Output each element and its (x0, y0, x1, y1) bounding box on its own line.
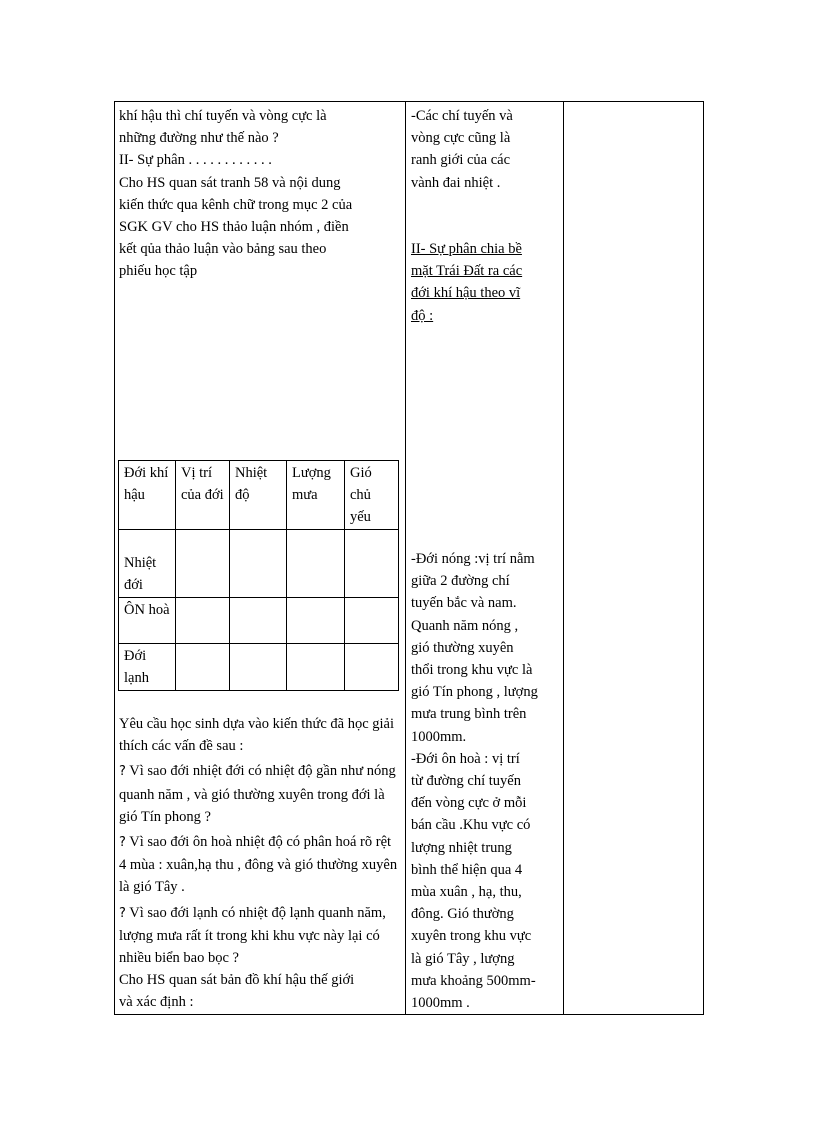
header-cell-zone: Đới khí hậu (119, 461, 176, 530)
content-line: xuyên trong khu vực (411, 928, 532, 945)
content-line: tuyến bắc và nam. (411, 595, 517, 612)
row-label: Nhiệt đới (119, 530, 176, 598)
question-text: Vì sao đới lạnh có nhiệt độ lạnh quanh năm, lượng mưa rất ít trong khi khu vực này lại có nhiều biển bao bọc ? (119, 904, 386, 967)
content-line: bình thể hiện qua 4 (411, 861, 523, 878)
climate-zones-content (411, 548, 561, 1014)
column-divider-1 (405, 101, 406, 1015)
table-cell (287, 530, 345, 598)
content-line: lượng nhiệt trung (411, 839, 512, 856)
table-cell (287, 644, 345, 691)
table-cell (345, 598, 399, 644)
closing-line: và xác định : (119, 994, 194, 1011)
question-bullet-icon: ? (119, 835, 126, 851)
worksheet-table (118, 460, 399, 691)
content-line: Quanh năm nóng , (411, 617, 519, 634)
heading-line: mặt Trái Đất ra các (411, 263, 523, 280)
intro-line: phiếu học tập (119, 263, 198, 280)
intro-line: những đường như thế nào ? (119, 130, 279, 147)
table-cell (230, 530, 287, 598)
table-cell (230, 598, 287, 644)
content-line: gió Tín phong , lượng (411, 684, 538, 701)
content-line: thổi trong khu vực là (411, 662, 533, 679)
table-header-row (119, 461, 399, 530)
table-row (119, 644, 399, 691)
intro-line: SGK GV cho HS thảo luận nhóm , điền (119, 219, 349, 236)
intro-line: II- Sự phân . . . . . . . . . . . . (119, 152, 272, 169)
table-row (119, 598, 399, 644)
content-line: từ đường chí tuyến (411, 773, 521, 790)
content-line: bán cầu .Khu vực có (411, 817, 531, 834)
question-item (119, 760, 401, 828)
content-line: mùa xuân , hạ, thu, (411, 884, 522, 901)
header-cell-wind: Gió chủ yếu (345, 461, 399, 530)
table-row (119, 530, 399, 598)
discussion-section (119, 713, 401, 1014)
column-divider-2 (563, 101, 564, 1015)
content-line: giữa 2 đường chí (411, 573, 510, 590)
row-label: Đới lạnh (119, 644, 176, 691)
content-line: mưa khoảng 500mm- (411, 972, 536, 989)
question-bullet-icon: ? (119, 905, 126, 921)
table-cell (345, 644, 399, 691)
table-cell (345, 530, 399, 598)
intro-line: khí hậu thì chí tuyến và vòng cực là (119, 108, 327, 124)
header-cell-temperature: Nhiệt độ (230, 461, 287, 530)
question-bullet-icon: ? (119, 764, 126, 780)
question-item (119, 902, 401, 970)
content-line: -Đới ôn hoà : vị trí (411, 750, 520, 767)
note-line: vòng cực cũng là (411, 130, 511, 147)
intro-line: kết qủa thảo luận vào bảng sau theo (119, 241, 327, 258)
content-line: đến vòng cực ở mỗi (411, 795, 527, 812)
content-line: gió thường xuyên (411, 639, 514, 656)
heading-line: II- Sự phân chia bề (411, 241, 522, 257)
heading-line: độ : (411, 307, 434, 324)
header-cell-rainfall: Lượng mưa (287, 461, 345, 530)
section-heading (411, 238, 561, 327)
closing-line: Cho HS quan sát bản đồ khí hậu thế giới (119, 972, 355, 989)
row-label: ÔN hoà (119, 598, 176, 644)
table-cell (230, 644, 287, 691)
note-line: ranh giới của các (411, 152, 511, 169)
content-line: mưa trung bình trên (411, 706, 527, 723)
teacher-activity-intro (119, 105, 401, 283)
heading-line: đới khí hậu theo vĩ (411, 285, 521, 302)
table-cell (176, 530, 230, 598)
intro-line: Cho HS quan sát tranh 58 và nội dung (119, 174, 341, 191)
content-line: 1000mm . (411, 995, 470, 1012)
content-note (411, 105, 561, 194)
question-item (119, 831, 401, 899)
table-cell (287, 598, 345, 644)
intro-line: kiến thức qua kênh chữ trong mục 2 của (119, 196, 353, 213)
table-cell (176, 644, 230, 691)
note-line: -Các chí tuyến và (411, 108, 513, 124)
content-line: đông. Gió thường (411, 906, 514, 923)
question-text: Vì sao đới nhiệt đới có nhiệt độ gần như nóng quanh năm , và gió thường xuyên trong đới là gió Tín phong ? (119, 763, 396, 825)
table-cell (176, 598, 230, 644)
content-line: là gió Tây , lượng (411, 950, 515, 967)
request-text: Yêu cầu học sinh dựa vào kiến thức đã học giải thích các vấn đề sau : (119, 716, 395, 755)
content-line: 1000mm. (411, 728, 467, 745)
header-cell-position: Vị trí của đới (176, 461, 230, 530)
question-text: Vì sao đới ôn hoà nhiệt độ có phân hoá rõ rệt 4 mùa : xuân,hạ thu , đông và gió thường xuyên là gió Tây . (119, 834, 398, 896)
note-line: vành đai nhiệt . (411, 174, 501, 191)
content-line: -Đới nóng :vị trí nằm (411, 551, 535, 567)
